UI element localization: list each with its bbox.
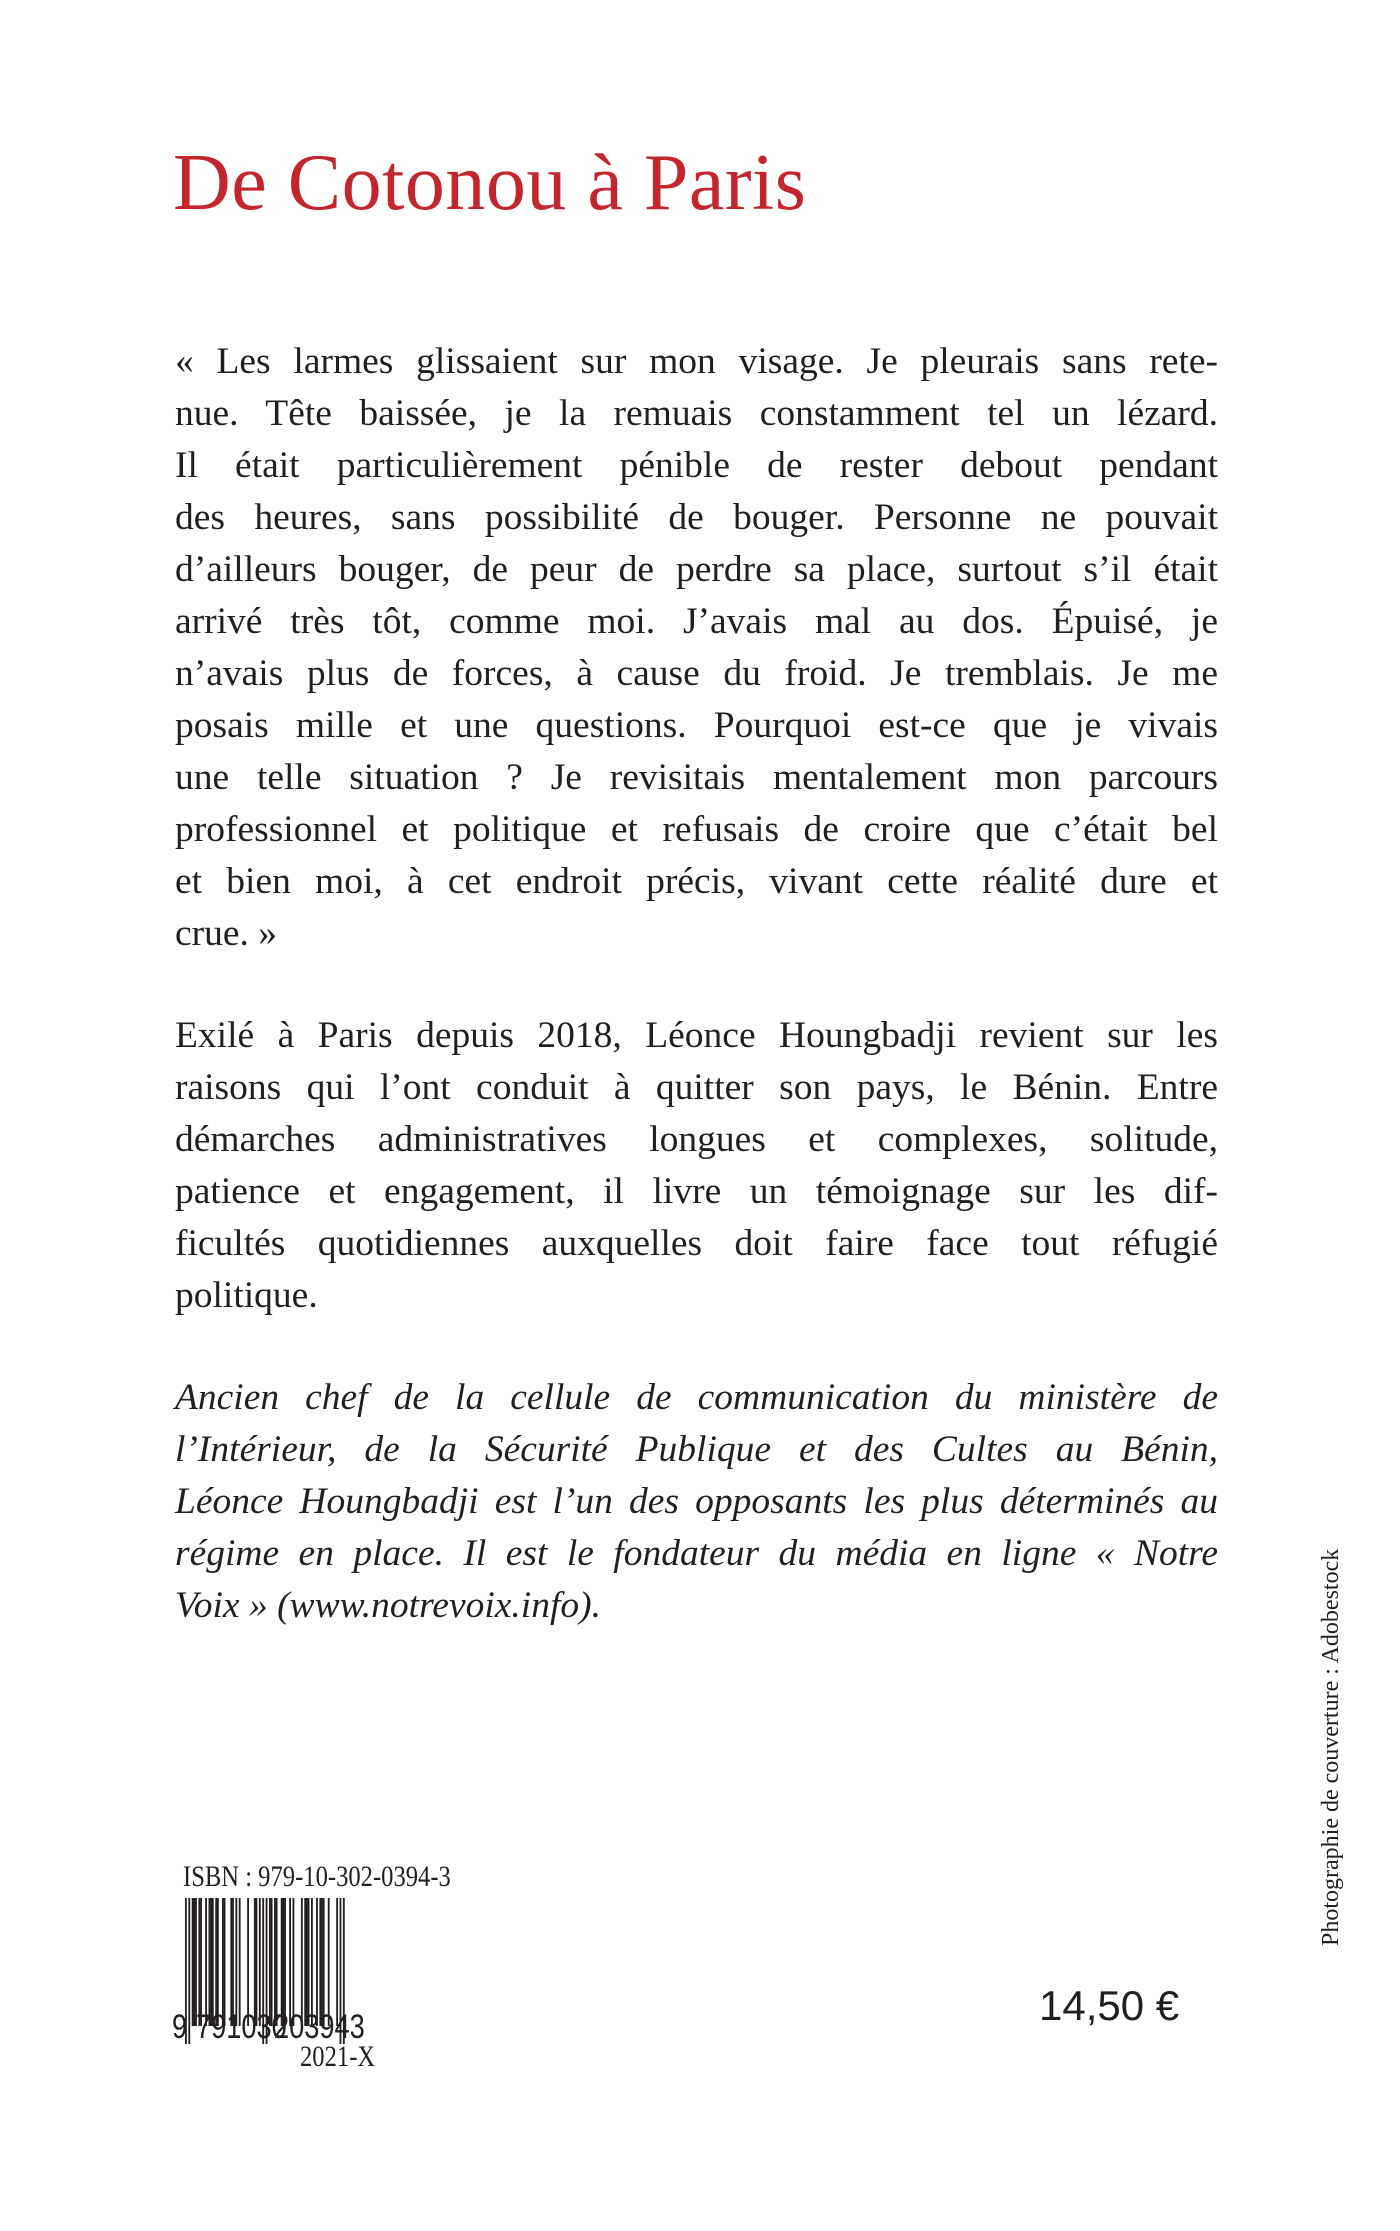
barcode-bar [200, 1898, 202, 2026]
cover-credit: Photographie de couverture : Adobestock [1318, 1548, 1344, 1946]
barcode-bar [323, 1898, 325, 2026]
barcode-bar [308, 1898, 310, 2026]
text-line: politique. [175, 1275, 318, 1316]
barcode-bar [193, 1898, 195, 2026]
book-title: De Cotonou à Paris [173, 139, 807, 227]
text-line: Voix » (www.notrevoix.info). [175, 1585, 601, 1626]
barcode-right-digits: 203943 [274, 2008, 365, 2046]
text-line: « Les larmes glissaient sur mon visage. Je pleurais sans rete- [175, 341, 1218, 382]
barcode-bar [222, 1898, 224, 2026]
barcode-bar [230, 1898, 232, 2026]
barcode-bar [319, 1898, 321, 2026]
barcode-bar [321, 1898, 323, 2026]
barcode-bar [217, 1898, 219, 2026]
barcode-bar [259, 1898, 261, 2026]
barcode-bar [235, 1898, 237, 2026]
barcode-bar [247, 1898, 249, 2026]
price: 14,50 € [1039, 1982, 1180, 2029]
barcode-bar [271, 1898, 273, 2026]
barcode-left-digits: 791030 [196, 2008, 287, 2046]
text-line: professionnel et politique et refusais de croire que c’était bel [175, 809, 1218, 850]
book-summary [175, 1010, 1218, 1322]
barcode-bar [281, 1898, 283, 2026]
text-line: Exilé à Paris depuis 2018, Léonce Houngbadji revient sur les [175, 1015, 1218, 1056]
text-line: patience et engagement, il livre un témoignage sur les dif- [175, 1171, 1218, 1212]
barcode-bar [195, 1898, 197, 2026]
text-line: d’ailleurs bouger, de peur de perdre sa place, surtout s’il était [175, 549, 1218, 590]
barcode-bar [301, 1898, 303, 2026]
barcode-bar [282, 1898, 284, 2026]
barcode-bar [224, 1898, 226, 2026]
barcode-bar [293, 1898, 295, 2026]
barcode-bar [274, 1898, 276, 2026]
barcode-bar [336, 1898, 338, 2026]
barcode-bar [188, 1898, 190, 2044]
barcode-bar [209, 1898, 211, 2026]
edition-code: 2021-X [300, 2040, 376, 2073]
text-line: posais mille et une questions. Pourquoi est-ce que je vivais [175, 705, 1218, 746]
barcode-bar [304, 1898, 306, 2026]
barcode-bar [212, 1898, 214, 2026]
text-line: nue. Tête baissée, je la remuais constamment tel un lézard. [175, 393, 1218, 434]
text-line: n’avais plus de forces, à cause du froid. Je tremblais. Je me [175, 653, 1218, 694]
barcode-bar [316, 1898, 318, 2026]
text-line: régime en place. Il est le fondateur du média en ligne « Notre [175, 1533, 1218, 1574]
barcode-bar [276, 1898, 278, 2026]
text-line: Ancien chef de la cellule de communication du ministère de [175, 1377, 1218, 1418]
barcode-bar [311, 1898, 313, 2026]
barcode-bar [232, 1898, 234, 2026]
barcode-first-digit: 9 [172, 2008, 188, 2046]
text-line: démarches administratives longues et complexes, solitude, [175, 1119, 1218, 1160]
text-line: Il était particulièrement pénible de rester debout pendant [175, 445, 1218, 486]
barcode-bar [254, 1898, 256, 2026]
text-line: ficultés quotidiennes auxquelles doit faire face tout réfugié [175, 1223, 1218, 1264]
text-line: une telle situation ? Je revisitais mentalement mon parcours [175, 757, 1218, 798]
author-bio [175, 1372, 1218, 1632]
barcode-bar [269, 1898, 271, 2026]
barcode-bar [289, 1898, 291, 2026]
barcode-bar [328, 1898, 330, 2026]
text-line: crue. » [175, 913, 278, 954]
text-line: des heures, sans possibilité de bouger. Personne ne pouvait [175, 497, 1218, 538]
barcode-bar [215, 1898, 217, 2026]
barcode-bar [239, 1898, 241, 2026]
text-line: raisons qui l’ont conduit à quitter son pays, le Bénin. Entre [175, 1067, 1218, 1108]
barcode-bar [198, 1898, 200, 2026]
text-line: arrivé très tôt, comme moi. J’avais mal au dos. Épuisé, je [175, 601, 1218, 642]
barcode-bar [306, 1898, 308, 2026]
isbn-label: ISBN : 979-10-302-0394-3 [183, 1860, 451, 1893]
barcode-bar [192, 1898, 194, 2026]
barcode-bar [284, 1898, 286, 2026]
text-line: l’Intérieur, de la Sécurité Publique et des Cultes au Bénin, [175, 1429, 1218, 1470]
barcode-bar [210, 1898, 212, 2026]
text-line: Léonce Houngbadji est l’un des opposants les plus déterminés au [175, 1481, 1218, 1522]
barcode-bar [256, 1898, 258, 2026]
text-line: et bien moi, à cet endroit précis, vivant cette réalité dure et [175, 861, 1218, 902]
excerpt-quote [175, 336, 1218, 960]
barcode-bar [205, 1898, 207, 2026]
